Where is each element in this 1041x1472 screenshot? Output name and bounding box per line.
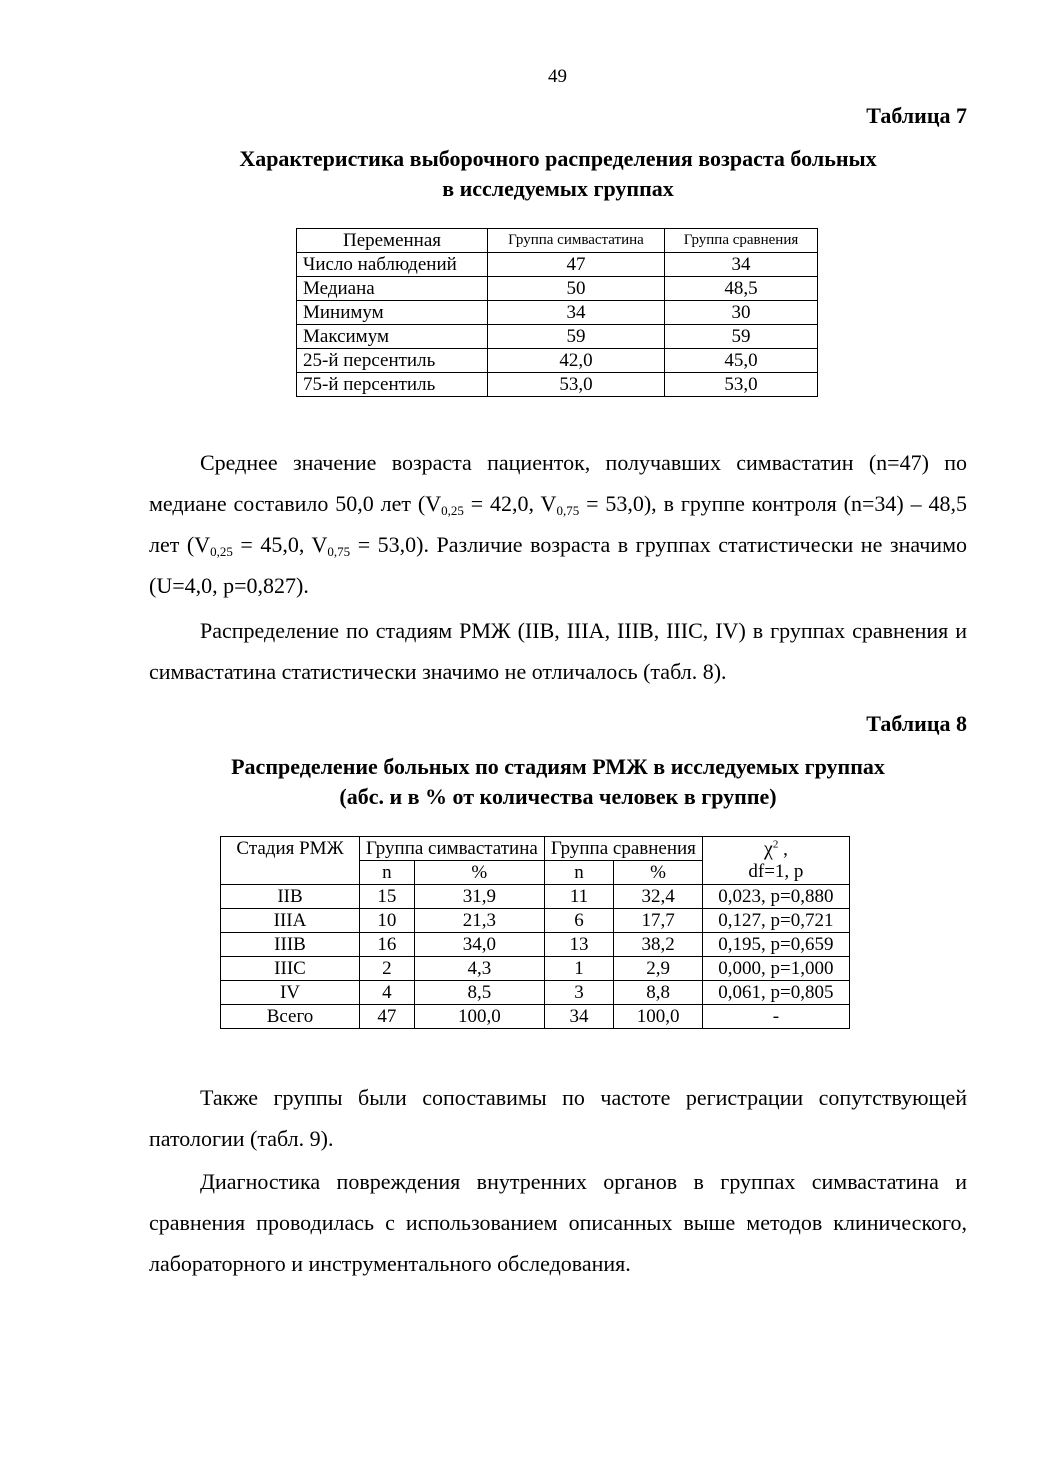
table7-cell: Минимум bbox=[297, 301, 488, 325]
para2-text: Распределение по стадиям РМЖ (IIB, IIIA, IIIB, IIIC, IV) в группах сравнения и симвастатина статистически значимо не отличалось (табл. 8). bbox=[149, 618, 967, 684]
page-number: 49 bbox=[548, 66, 567, 87]
table8-cell: 34 bbox=[544, 1005, 613, 1029]
table8-cell: 38,2 bbox=[614, 933, 703, 957]
chi-df: df=1, p bbox=[748, 861, 804, 882]
table8-cell: 100,0 bbox=[414, 1005, 544, 1029]
table8-cell: 0,061, p=0,805 bbox=[702, 981, 849, 1005]
table8-title bbox=[130, 752, 986, 812]
para1-subscript: 0,75 bbox=[327, 544, 351, 559]
para3-text: Также группы были сопоставимы по частоте регистрации сопутствующей патологии (табл. 9). bbox=[149, 1085, 967, 1151]
table8-cell: 16 bbox=[360, 933, 415, 957]
table7-cell: 45,0 bbox=[665, 349, 818, 373]
paragraph-comorbidity bbox=[149, 1077, 967, 1159]
para1-text: = 53,0), в группе контроля (n=34) – 48,5 лет (V bbox=[149, 491, 967, 557]
table8-cell: IIIA bbox=[221, 909, 360, 933]
para1-subscript: 0,25 bbox=[210, 544, 233, 559]
table8-cell: IIIC bbox=[221, 957, 360, 981]
table8-cell: 2 bbox=[360, 957, 415, 981]
table-row bbox=[221, 909, 850, 933]
table7-cell: 42,0 bbox=[488, 349, 665, 373]
paragraph-age bbox=[149, 442, 967, 606]
table8-cell: 2,9 bbox=[614, 957, 703, 981]
table-row bbox=[297, 373, 818, 397]
table8-header-group1: Группа симвастатина bbox=[360, 837, 545, 861]
table8 bbox=[220, 836, 850, 1029]
table8-title-line2: (абс. и в % от количества человек в группе) bbox=[339, 784, 777, 809]
table7-header-cell: Группа сравнения bbox=[665, 229, 818, 253]
table7-cell: 30 bbox=[665, 301, 818, 325]
table8-cell: 8,5 bbox=[414, 981, 544, 1005]
para1-subscript: 0,75 bbox=[556, 503, 580, 518]
table8-cell: 100,0 bbox=[614, 1005, 703, 1029]
table-row bbox=[221, 981, 850, 1005]
table7-cell: Число наблюдений bbox=[297, 253, 488, 277]
table8-cell: 4 bbox=[360, 981, 415, 1005]
table8-cell: 21,3 bbox=[414, 909, 544, 933]
table7-header-row bbox=[297, 229, 818, 253]
table8-subheader-pct: % bbox=[614, 861, 703, 885]
table8-cell: 34,0 bbox=[414, 933, 544, 957]
table8-cell: 31,9 bbox=[414, 885, 544, 909]
table8-header-stage: Стадия РМЖ bbox=[221, 837, 360, 885]
table8-label: Таблица 8 bbox=[866, 711, 967, 736]
table7-label: Таблица 7 bbox=[866, 103, 967, 128]
table-row bbox=[297, 301, 818, 325]
table7-cell: 59 bbox=[665, 325, 818, 349]
table8-cell: 0,023, p=0,880 bbox=[702, 885, 849, 909]
table7-cell: Медиана bbox=[297, 277, 488, 301]
table8-cell: 17,7 bbox=[614, 909, 703, 933]
table7-cell: 53,0 bbox=[488, 373, 665, 397]
table8-cell: 6 bbox=[544, 909, 613, 933]
table7-cell: 75-й персентиль bbox=[297, 373, 488, 397]
table8-cell: 0,127, p=0,721 bbox=[702, 909, 849, 933]
table7-header-cell: Группа симвастатина bbox=[488, 229, 665, 253]
table8-title-line1: Распределение больных по стадиям РМЖ в исследуемых группах bbox=[231, 754, 885, 779]
para4-text: Диагностика повреждения внутренних органов в группах симвастатина и сравнения проводилась с использованием описанных выше методов клинического, лабораторного и инструментального обследования. bbox=[149, 1169, 967, 1276]
table7-cell: Максимум bbox=[297, 325, 488, 349]
chi-tail: , bbox=[778, 839, 788, 860]
para1-text: = 45,0, V bbox=[232, 532, 328, 557]
table7-title-line2: в исследуемых группах bbox=[442, 176, 674, 201]
table7 bbox=[296, 228, 818, 397]
table8-cell: Всего bbox=[221, 1005, 360, 1029]
table-row bbox=[297, 277, 818, 301]
table8-subheader-n: n bbox=[360, 861, 415, 885]
table7-title-line1: Характеристика выборочного распределения возраста больных bbox=[239, 146, 877, 171]
table8-cell: IIIB bbox=[221, 933, 360, 957]
table7-title bbox=[130, 144, 986, 204]
table8-header-row bbox=[221, 837, 850, 861]
table8-cell: 32,4 bbox=[614, 885, 703, 909]
para1-text: Среднее значение возраста пациенток, получавших симвастатин (n=47) по медиане составило 50,0 лет (V bbox=[149, 450, 967, 516]
table7-header-cell: Переменная bbox=[297, 229, 488, 253]
chi-superscript: 2 bbox=[772, 838, 779, 851]
table8-cell: 1 bbox=[544, 957, 613, 981]
table7-cell: 34 bbox=[488, 301, 665, 325]
table-row bbox=[221, 933, 850, 957]
table8-cell: 4,3 bbox=[414, 957, 544, 981]
table8-cell: 3 bbox=[544, 981, 613, 1005]
table7-cell: 53,0 bbox=[665, 373, 818, 397]
table8-cell: 15 bbox=[360, 885, 415, 909]
para1-subscript: 0,25 bbox=[441, 503, 464, 518]
table8-cell: 0,195, p=0,659 bbox=[702, 933, 849, 957]
table8-cell: IV bbox=[221, 981, 360, 1005]
table8-subheader-n: n bbox=[544, 861, 613, 885]
table8-cell: 0,000, p=1,000 bbox=[702, 957, 849, 981]
table8-cell: - bbox=[702, 1005, 849, 1029]
table7-cell: 50 bbox=[488, 277, 665, 301]
table-row bbox=[221, 885, 850, 909]
table8-cell: 11 bbox=[544, 885, 613, 909]
table8-header-chi bbox=[702, 837, 849, 885]
table8-cell: 8,8 bbox=[614, 981, 703, 1005]
table7-cell: 47 bbox=[488, 253, 665, 277]
chi-symbol: χ bbox=[763, 838, 773, 860]
para1-text: = 53,0). Различие возраста в группах статистически не значимо (U=4,0, p=0,827). bbox=[149, 532, 967, 598]
para1-text: = 42,0, V bbox=[463, 491, 557, 516]
table-row bbox=[297, 253, 818, 277]
table8-cell: 13 bbox=[544, 933, 613, 957]
table-row bbox=[297, 349, 818, 373]
table8-header-group2: Группа сравнения bbox=[544, 837, 702, 861]
table8-cell: 47 bbox=[360, 1005, 415, 1029]
table7-cell: 25-й персентиль bbox=[297, 349, 488, 373]
table8-subheader-pct: % bbox=[414, 861, 544, 885]
table-row bbox=[297, 325, 818, 349]
table-row bbox=[221, 1005, 850, 1029]
table7-cell: 48,5 bbox=[665, 277, 818, 301]
table7-cell: 34 bbox=[665, 253, 818, 277]
table7-cell: 59 bbox=[488, 325, 665, 349]
paragraph-stages bbox=[149, 610, 967, 692]
paragraph-diagnostics bbox=[149, 1161, 967, 1284]
table8-cell: IIB bbox=[221, 885, 360, 909]
table8-cell: 10 bbox=[360, 909, 415, 933]
table-row bbox=[221, 957, 850, 981]
